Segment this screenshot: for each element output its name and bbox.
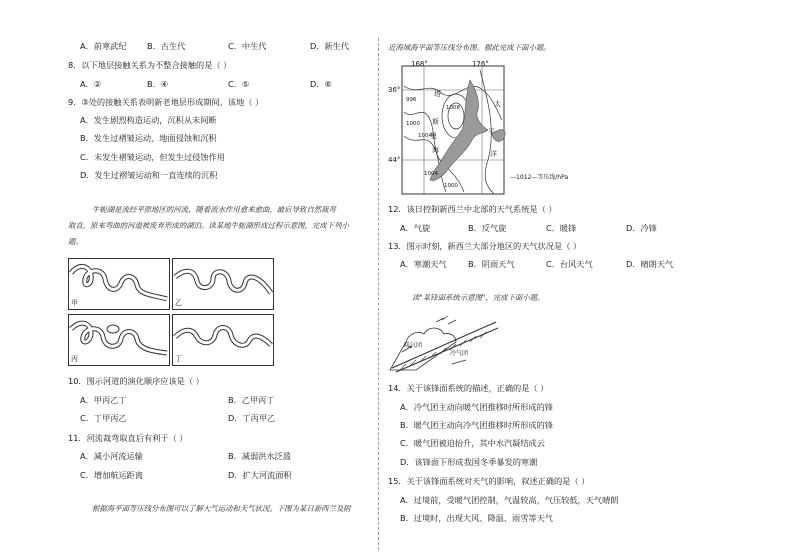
isobar-label-4: 1008 bbox=[446, 105, 460, 111]
q12-option-a[interactable]: A．气旋 bbox=[400, 223, 431, 233]
q13-option-d[interactable]: D．晴朗天气 bbox=[626, 259, 674, 269]
oxbow-panel-bing bbox=[68, 314, 170, 366]
q15-option-a[interactable]: A．过境前，受暖气团控制，气温较高，气压较低，天气晴朗 bbox=[400, 495, 619, 505]
q11-option-b[interactable]: B．减弱洪水泛滥 bbox=[228, 451, 291, 461]
warm-air-label: 暖气团 bbox=[404, 342, 423, 349]
front-intro: 读"某锋面系统示意图"，完成下面小题。 bbox=[412, 293, 545, 302]
river-meander-jia bbox=[69, 259, 169, 309]
q15-option-b[interactable]: B．过境时，出现大风、降温、雨雪等天气 bbox=[400, 513, 553, 523]
q7-option-a[interactable]: A．前寒武纪 bbox=[80, 41, 127, 51]
q8-option-b[interactable]: B．④ bbox=[147, 79, 169, 89]
q14-option-c[interactable]: C．暖气团被迫抬升，其中水汽凝结成云 bbox=[400, 438, 545, 448]
q12-option-c[interactable]: C．暖锋 bbox=[546, 223, 577, 233]
place-char-7: 洋 bbox=[490, 150, 497, 158]
q8-option-a[interactable]: A．② bbox=[80, 79, 102, 89]
q11-option-c[interactable]: C．增加航运距离 bbox=[80, 470, 144, 480]
q9-stem: 9．③处的接触关系表明新老地层形成期间，该地（ ） bbox=[68, 97, 264, 107]
panel-label-yi: 乙 bbox=[175, 299, 182, 307]
lon-168: 168° bbox=[411, 60, 428, 68]
panel-label-jia: 甲 bbox=[71, 299, 78, 307]
river-meander-ding bbox=[173, 315, 273, 365]
q11-option-d[interactable]: D．扩大河流面积 bbox=[228, 470, 292, 480]
q8-option-d[interactable]: D．⑥ bbox=[310, 79, 332, 89]
isobar-label-3: 1004 bbox=[418, 133, 432, 139]
q12-option-b[interactable]: B．反气旋 bbox=[468, 223, 507, 233]
q7-option-d[interactable]: D．新生代 bbox=[310, 41, 350, 51]
q10-stem: 10．图示河道的演化顺序应该是（ ） bbox=[68, 376, 204, 386]
column-divider bbox=[378, 38, 379, 550]
q10-option-c[interactable]: C．丁甲丙乙 bbox=[80, 413, 127, 423]
isobar-label-1: 996 bbox=[406, 97, 417, 103]
q9-option-d[interactable]: D．发生过褶皱运动和一直连续的沉积 bbox=[80, 170, 218, 180]
oxbow-panel-ding bbox=[172, 314, 274, 366]
q9-option-b[interactable]: B．发生过褶皱运动、地面侵蚀和沉积 bbox=[80, 133, 217, 143]
river-meander-bing bbox=[69, 315, 169, 365]
cold-air-label: 冷气团 bbox=[450, 350, 469, 357]
q13-stem: 13．图示时刻，新西兰大部分地区的天气状况是（ ） bbox=[388, 241, 582, 251]
place-char-5: 太 bbox=[494, 100, 501, 108]
q13-option-c[interactable]: C．台风天气 bbox=[546, 259, 593, 269]
q10-option-b[interactable]: B．乙甲丙丁 bbox=[228, 395, 275, 405]
q9-option-c[interactable]: C．未发生褶皱运动，但发生过侵蚀作用 bbox=[80, 152, 225, 162]
place-char-3: 曼 bbox=[430, 132, 437, 140]
place-char-6: 平 bbox=[488, 128, 495, 136]
q11-option-a[interactable]: A．减小河流运输 bbox=[80, 451, 143, 461]
oxbow-panel-jia bbox=[68, 258, 170, 310]
isobar-legend: —1012—等压线/hPa bbox=[510, 174, 569, 181]
river-meander-yi bbox=[173, 259, 273, 309]
q7-option-b[interactable]: B．古生代 bbox=[147, 41, 186, 51]
q12-stem: 12．该日控制新西兰中北部的天气系统是（ ） bbox=[388, 204, 557, 214]
q8-stem: 8．以下地层接触关系为不整合接触的是（ ） bbox=[68, 60, 232, 70]
panel-label-bing: 丙 bbox=[71, 355, 78, 363]
place-char-2: 斯 bbox=[432, 118, 439, 126]
oxbow-intro-line2: 取直，原来弯曲的河道被废弃形成的湖泊。读某地牛轭湖形成过程示意图，完成下列小 bbox=[68, 221, 349, 230]
q9-option-a[interactable]: A．发生剧烈构造运动，沉积从未间断 bbox=[80, 115, 217, 125]
q15-stem: 15．关于该锋面系统对天气的影响，叙述正确的是（ ） bbox=[388, 476, 590, 486]
q14-option-d[interactable]: D．该锋面下形成我国冬季暴发的寒潮 bbox=[400, 457, 538, 467]
lat-44: 44° bbox=[388, 156, 401, 164]
place-char-1: 塔 bbox=[434, 90, 441, 98]
q13-option-b[interactable]: B．阴雨天气 bbox=[468, 259, 515, 269]
isobar-label-6: 1000 bbox=[444, 183, 458, 189]
isobar-map bbox=[384, 60, 574, 198]
panel-label-ding: 丁 bbox=[175, 355, 182, 363]
isobar-intro-right: 近海域海平面等压线分布图。据此完成下面小题。 bbox=[388, 43, 551, 52]
q14-option-b[interactable]: B．暖气团主动向冷气团推移时所形成的锋 bbox=[400, 420, 553, 430]
q13-option-a[interactable]: A．寒潮天气 bbox=[400, 259, 447, 269]
lon-176: 176° bbox=[472, 60, 489, 68]
q14-stem: 14．关于该锋面系统的描述，正确的是（ ） bbox=[388, 383, 549, 393]
q11-stem: 11．河流裁弯取直后有利于（ ） bbox=[68, 433, 188, 443]
oxbow-intro-line1: 牛轭湖是流经平原地区的河流，随着流水作用愈来愈曲，最后导致自然裁弯 bbox=[92, 205, 336, 214]
q10-option-a[interactable]: A．甲丙乙丁 bbox=[80, 395, 127, 405]
front-diagram bbox=[386, 312, 504, 374]
q8-option-c[interactable]: C．⑤ bbox=[228, 79, 250, 89]
q12-option-d[interactable]: D．冷锋 bbox=[626, 223, 657, 233]
isobar-label-5: 1004 bbox=[424, 171, 438, 177]
lat-36: 36° bbox=[388, 86, 401, 94]
oxbow-intro-line3: 题。 bbox=[68, 237, 83, 246]
oxbow-panel-yi bbox=[172, 258, 274, 310]
q14-option-a[interactable]: A．冷气团主动向暖气团推移时所形成的锋 bbox=[400, 402, 553, 412]
isobar-label-2: 1000 bbox=[406, 121, 420, 127]
isobar-intro-left: 根据海平面等压线分布图可以了解大气运动和天气状况。下图为某日新西兰及附 bbox=[92, 504, 351, 513]
q7-option-c[interactable]: C．中生代 bbox=[228, 41, 267, 51]
place-char-4: 海 bbox=[432, 146, 439, 154]
q10-option-d[interactable]: D．丁丙甲乙 bbox=[228, 413, 276, 423]
